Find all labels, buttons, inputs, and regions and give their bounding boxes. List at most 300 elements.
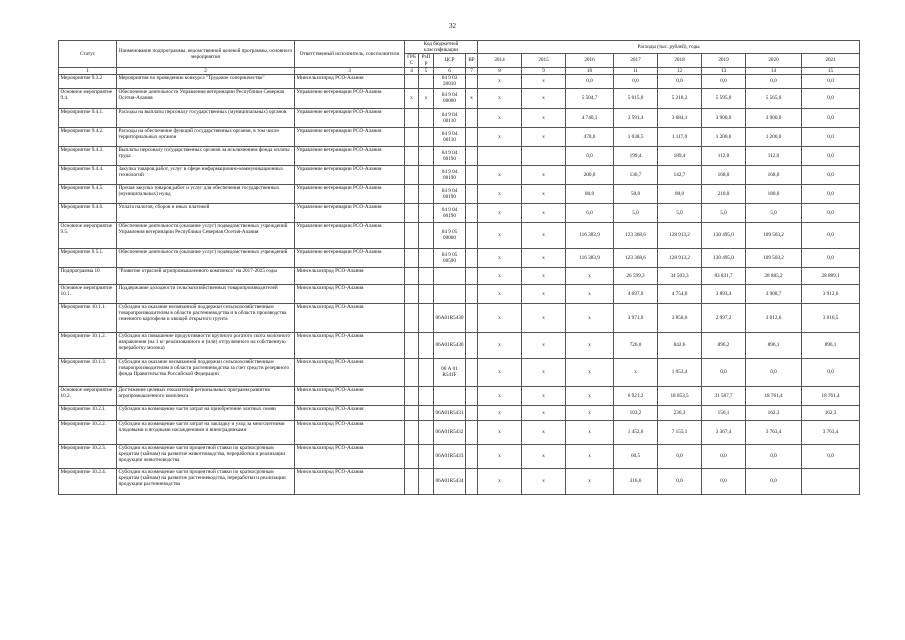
- row-csr: 04 9 04 00110: [434, 108, 466, 127]
- row-name: Мероприятия по проведению конкурса "Трудовое соперничество": [117, 74, 295, 88]
- header-year: 2015: [522, 54, 566, 67]
- row-amount: х: [478, 74, 522, 88]
- row-grbs: [405, 303, 419, 332]
- row-responsible: Минсельхозпрод РСО-Алания: [295, 468, 405, 494]
- row-amount: 5,0: [658, 203, 702, 222]
- row-amount: х: [522, 127, 566, 146]
- header-year: 2019: [702, 54, 746, 67]
- row-status: Мероприятие 10.1.3.: [59, 358, 117, 386]
- row-amount: 2 997,2: [702, 303, 746, 332]
- row-amount: 0,0: [702, 444, 746, 468]
- row-responsible: Минсельхозпрод РСО-Алания: [295, 420, 405, 444]
- row-rzpr: х: [419, 88, 434, 108]
- header-year: 2017: [614, 54, 658, 67]
- row-name: Расходы на обеспечение функций государственных органов, в том числе территориальных органов: [117, 127, 295, 146]
- row-vr: [466, 184, 478, 203]
- header-grbs: ГРБС: [405, 54, 419, 67]
- row-amount: х: [478, 88, 522, 108]
- row-amount: х: [478, 386, 522, 405]
- row-amount: 1 038,5: [614, 127, 658, 146]
- row-csr: 06А01R5430: [434, 303, 466, 332]
- row-amount: х: [522, 88, 566, 108]
- row-name: "Развитие отраслей агропромышленного комплекса" на 2017-2025 годы: [117, 267, 295, 284]
- row-csr: 06 А 01 R541F: [434, 358, 466, 386]
- row-amount: 3 912,6: [802, 284, 860, 303]
- row-amount: 5,0: [746, 203, 802, 222]
- row-responsible: Управление ветеринарии РСО-Алания: [295, 88, 405, 108]
- column-index-row: [59, 67, 860, 74]
- row-rzpr: [419, 284, 434, 303]
- row-amount: 4 740,1: [566, 108, 614, 127]
- row-status: Основное мероприятие 9.4.: [59, 88, 117, 108]
- header-row-1: [59, 41, 860, 54]
- row-rzpr: [419, 405, 434, 420]
- row-amount: х: [478, 405, 522, 420]
- row-amount: 18 053,5: [658, 386, 702, 405]
- row-amount: х: [566, 284, 614, 303]
- row-amount: 80,0: [566, 184, 614, 203]
- row-amount: 34 503,3: [658, 267, 702, 284]
- row-name: Обеспечение деятельности (оказание услуг) подведомственных учреждений Управления ветеринарии Республики Северная Осетия-Алания: [117, 222, 295, 248]
- row-amount: 5 504,7: [566, 88, 614, 108]
- row-amount: 0,0: [746, 468, 802, 494]
- row-amount: 123 368,6: [614, 222, 658, 248]
- row-amount: 123 368,6: [614, 248, 658, 267]
- row-amount: 103,2: [614, 405, 658, 420]
- row-rzpr: [419, 303, 434, 332]
- row-amount: 0,0: [802, 203, 860, 222]
- row-amount: 200,0: [566, 165, 614, 184]
- table-row: [59, 267, 860, 284]
- budget-table: [58, 40, 860, 495]
- row-amount: 896,1: [746, 332, 802, 358]
- row-rzpr: [419, 248, 434, 267]
- row-amount: 3 763,4: [746, 420, 802, 444]
- row-amount: 0,0: [614, 74, 658, 88]
- table-row: [59, 203, 860, 222]
- row-amount: х: [478, 358, 522, 386]
- row-amount: 7 155,1: [658, 420, 702, 444]
- row-amount: 130,7: [614, 165, 658, 184]
- row-amount: 5 015,0: [614, 88, 658, 108]
- row-vr: [466, 303, 478, 332]
- row-grbs: [405, 248, 419, 267]
- row-amount: х: [522, 444, 566, 468]
- row-amount: 26 599,3: [614, 267, 658, 284]
- row-vr: [466, 248, 478, 267]
- row-amount: 189,4: [658, 146, 702, 165]
- column-index: 4: [405, 67, 419, 74]
- row-amount: 0,0: [802, 74, 860, 88]
- row-amount: 128 913,2: [658, 222, 702, 248]
- table-row: [59, 108, 860, 127]
- row-amount: 3 971,0: [614, 303, 658, 332]
- row-grbs: [405, 222, 419, 248]
- column-index: 8: [478, 67, 522, 74]
- table-row: [59, 146, 860, 165]
- row-amount: 50,0: [614, 184, 658, 203]
- row-responsible: Управление ветеринарии РСО-Алания: [295, 146, 405, 165]
- row-amount: 31 587,7: [702, 386, 746, 405]
- row-amount: 0,0: [802, 127, 860, 146]
- row-amount: 109 503,2: [746, 222, 802, 248]
- column-index: 1: [59, 67, 117, 74]
- column-index: 14: [746, 67, 802, 74]
- row-responsible: Минсельхозпрод РСО-Алания: [295, 386, 405, 405]
- row-amount: 128 913,2: [658, 248, 702, 267]
- row-amount: х: [478, 267, 522, 284]
- row-amount: х: [566, 386, 614, 405]
- column-index: 10: [566, 67, 614, 74]
- row-rzpr: [419, 420, 434, 444]
- row-amount: 0,0: [802, 88, 860, 108]
- row-name: Субсидии на возмещение части процентной ставки по краткосрочным кредитам (займам) на развитие растениеводства, переработки и реализации продукции растениеводства: [117, 468, 295, 494]
- header-year: 2016: [566, 54, 614, 67]
- row-amount: 150,1: [702, 405, 746, 420]
- row-amount: 4 697,0: [614, 284, 658, 303]
- row-grbs: [405, 405, 419, 420]
- row-vr: [466, 146, 478, 165]
- row-responsible: Минсельхозпрод РСО-Алания: [295, 267, 405, 284]
- page-number: 32: [449, 22, 456, 30]
- row-vr: [466, 468, 478, 494]
- row-amount: 3 763,4: [802, 420, 860, 444]
- row-vr: х: [466, 88, 478, 108]
- row-amount: 0,0: [658, 468, 702, 494]
- row-csr: 04 9 03 20010: [434, 74, 466, 88]
- row-vr: [466, 222, 478, 248]
- row-amount: х: [522, 468, 566, 494]
- row-amount: 1 117,0: [658, 127, 702, 146]
- row-name: Субсидии на возмещение части затрат на закладку и уход за многолетними плодовыми и ягодными насаждениями и виноградниками: [117, 420, 295, 444]
- row-responsible: Управление ветеринарии РСО-Алания: [295, 203, 405, 222]
- row-responsible: Минсельхозпрод РСО-Алания: [295, 405, 405, 420]
- row-amount: х: [522, 420, 566, 444]
- row-amount: 0,0: [746, 358, 802, 386]
- row-amount: х: [522, 303, 566, 332]
- row-amount: 5,0: [702, 203, 746, 222]
- row-amount: 4 754,0: [658, 284, 702, 303]
- row-status: Подпрограмма 10: [59, 267, 117, 284]
- row-vr: [466, 165, 478, 184]
- row-csr: [434, 284, 466, 303]
- row-amount: 896,2: [702, 332, 746, 358]
- row-amount: 316,6: [614, 468, 658, 494]
- row-amount: 180,0: [746, 184, 802, 203]
- column-index: 2: [117, 67, 295, 74]
- row-name: Субсидии на оказание несвязанной поддержки сельскохозяйственным товаропроизводителям в области растениеводства и в области производства семенного картофеля и овощей открытого грунта: [117, 303, 295, 332]
- row-amount: [522, 146, 566, 165]
- row-vr: [466, 358, 478, 386]
- row-amount: х: [522, 248, 566, 267]
- row-amount: 0,0: [746, 74, 802, 88]
- row-vr: [466, 386, 478, 405]
- row-amount: 162,3: [802, 405, 860, 420]
- row-name: Расходы на выплаты персоналу государственных (муниципальных) органов: [117, 108, 295, 127]
- row-amount: 0,0: [702, 74, 746, 88]
- table-row: [59, 74, 860, 88]
- row-rzpr: [419, 165, 434, 184]
- row-amount: 726,0: [614, 332, 658, 358]
- row-amount: 3 367,4: [702, 420, 746, 444]
- table-row: [59, 184, 860, 203]
- row-rzpr: [419, 74, 434, 88]
- table-row: [59, 358, 860, 386]
- row-amount: 28 889,1: [802, 267, 860, 284]
- row-amount: 0,0: [802, 184, 860, 203]
- row-status: Основное мероприятие 10.2.: [59, 386, 117, 405]
- row-amount: х: [522, 74, 566, 88]
- row-grbs: [405, 332, 419, 358]
- row-amount: 210,0: [702, 184, 746, 203]
- row-amount: 1 200,0: [702, 127, 746, 146]
- row-amount: 18 761,4: [746, 386, 802, 405]
- row-amount: х: [566, 358, 614, 386]
- row-amount: х: [566, 303, 614, 332]
- row-amount: 5,0: [614, 203, 658, 222]
- row-name: Субсидии на оказание несвязанной поддержки сельскохозяйственным товаропроизводителям в области растениеводства за счет средств резервного фонда Правительства Российской Федерации: [117, 358, 295, 386]
- column-index: 5: [419, 67, 434, 74]
- header-year: 2020: [746, 54, 802, 67]
- row-vr: [466, 405, 478, 420]
- row-amount: 3 900,0: [746, 108, 802, 127]
- row-rzpr: [419, 468, 434, 494]
- row-amount: х: [478, 420, 522, 444]
- row-amount: 112,0: [746, 146, 802, 165]
- header-vr: ВР: [466, 54, 478, 67]
- table-row: [59, 303, 860, 332]
- row-amount: 80,0: [658, 184, 702, 203]
- row-amount: 199,4: [614, 146, 658, 165]
- row-amount: 1 053,4: [658, 358, 702, 386]
- row-grbs: [405, 267, 419, 284]
- table-row: [59, 332, 860, 358]
- row-amount: х: [478, 184, 522, 203]
- row-responsible: Управление ветеринарии РСО-Алания: [295, 127, 405, 146]
- row-amount: 3 858,0: [658, 303, 702, 332]
- row-csr: 06А01R5433: [434, 444, 466, 468]
- row-csr: 04 9 04 00190: [434, 203, 466, 222]
- row-amount: 3 908,7: [746, 284, 802, 303]
- row-name: Обеспечение деятельности (оказание услуг) подведомственных учреждений: [117, 248, 295, 267]
- row-csr: [434, 267, 466, 284]
- table-row: [59, 248, 860, 267]
- row-amount: х: [478, 332, 522, 358]
- row-amount: 3 684,1: [658, 108, 702, 127]
- row-amount: 5 218,2: [658, 88, 702, 108]
- row-amount: 0,0: [802, 358, 860, 386]
- row-amount: х: [566, 405, 614, 420]
- row-rzpr: [419, 358, 434, 386]
- row-amount: 168,0: [702, 165, 746, 184]
- column-index: 9: [522, 67, 566, 74]
- row-amount: 5 595,0: [702, 88, 746, 108]
- row-amount: 478,6: [566, 127, 614, 146]
- row-amount: 116 383,9: [566, 248, 614, 267]
- row-status: Мероприятие 9.4.3.: [59, 146, 117, 165]
- row-amount: х: [478, 444, 522, 468]
- row-amount: 5 565,0: [746, 88, 802, 108]
- row-name: Поддержание доходности сельскохозяйственных товаропроизводителей: [117, 284, 295, 303]
- table-body: [59, 74, 860, 494]
- row-amount: х: [522, 386, 566, 405]
- row-status: Мероприятие 10.2.3.: [59, 444, 117, 468]
- table-row: [59, 405, 860, 420]
- row-amount: 83 831,7: [702, 267, 746, 284]
- row-csr: 04 9 05 00590: [434, 248, 466, 267]
- row-name: Субсидии на возмещение части процентной ставки по краткосрочным кредитам (займам) на развитие животноводства, переработки и реализации продукции животноводства: [117, 444, 295, 468]
- row-amount: х: [566, 332, 614, 358]
- table-row: [59, 127, 860, 146]
- row-name: Уплата налогов, сборов и иных платежей: [117, 203, 295, 222]
- row-amount: 0,0: [566, 146, 614, 165]
- row-amount: 0,0: [658, 74, 702, 88]
- row-grbs: [405, 444, 419, 468]
- row-status: Мероприятие 9.5.1.: [59, 248, 117, 267]
- row-vr: [466, 420, 478, 444]
- row-status: Мероприятие 9.4.5.: [59, 184, 117, 203]
- header-code: Код бюджетной классификации: [405, 41, 478, 54]
- row-amount: 842,6: [658, 332, 702, 358]
- row-rzpr: [419, 332, 434, 358]
- column-index: 7: [466, 67, 478, 74]
- row-vr: [466, 332, 478, 358]
- row-amount: 0,0: [658, 444, 702, 468]
- row-amount: 116 383,9: [566, 222, 614, 248]
- row-rzpr: [419, 203, 434, 222]
- row-name: Субсидии на возмещение части затрат на приобретение элитных семян: [117, 405, 295, 420]
- row-amount: 142,7: [658, 165, 702, 184]
- row-amount: 0,0: [802, 108, 860, 127]
- row-amount: 0,0: [802, 444, 860, 468]
- row-amount: х: [478, 468, 522, 494]
- row-vr: [466, 284, 478, 303]
- column-index: 11: [614, 67, 658, 74]
- row-csr: 04 9 04 00190: [434, 184, 466, 203]
- row-rzpr: [419, 146, 434, 165]
- row-name: Субсидии на повышение продуктивности крупного рогатого скота молочного направления (на 1 кг реализованного и (или) отгруженного на собственную переработку молока): [117, 332, 295, 358]
- row-amount: 130 495,0: [702, 248, 746, 267]
- row-status: Мероприятие 9.4.6.: [59, 203, 117, 222]
- row-amount: 0,0: [566, 74, 614, 88]
- header-year: 2021: [802, 54, 860, 67]
- row-grbs: [405, 146, 419, 165]
- column-index: 13: [702, 67, 746, 74]
- row-amount: 0,0: [702, 468, 746, 494]
- row-name: Закупка товаров,работ, услуг в сфере информационно-коммуникационных технологий: [117, 165, 295, 184]
- row-amount: 3 012,6: [746, 303, 802, 332]
- row-grbs: [405, 468, 419, 494]
- row-responsible: Минсельхозпрод РСО-Алания: [295, 444, 405, 468]
- row-vr: [466, 203, 478, 222]
- row-grbs: [405, 386, 419, 405]
- row-amount: 6,0: [566, 203, 614, 222]
- row-vr: [466, 127, 478, 146]
- row-amount: 168,0: [746, 165, 802, 184]
- row-responsible: Минсельхозпрод РСО-Алания: [295, 74, 405, 88]
- header-status: Статус: [59, 41, 117, 68]
- row-status: Основное мероприятие 9.5.: [59, 222, 117, 248]
- row-rzpr: [419, 267, 434, 284]
- row-amount: х: [478, 222, 522, 248]
- row-responsible: Управление ветеринарии РСО-Алания: [295, 248, 405, 267]
- row-amount: 0,0: [802, 222, 860, 248]
- row-csr: 04 9 05 00000: [434, 222, 466, 248]
- row-vr: [466, 267, 478, 284]
- row-amount: х: [522, 267, 566, 284]
- row-rzpr: [419, 108, 434, 127]
- row-rzpr: [419, 386, 434, 405]
- row-csr: 04 9 04 00000: [434, 88, 466, 108]
- row-amount: 3 900,0: [702, 108, 746, 127]
- table-row: [59, 165, 860, 184]
- row-status: Мероприятие 9.3.2: [59, 74, 117, 88]
- row-grbs: [405, 127, 419, 146]
- row-csr: 06А01R5431: [434, 405, 466, 420]
- row-csr: [434, 386, 466, 405]
- row-name: Выплаты персоналу государственных органов за исключением фонда оплаты труда: [117, 146, 295, 165]
- row-status: Мероприятие 10.1.2.: [59, 332, 117, 358]
- table-row: [59, 444, 860, 468]
- table-row: [59, 88, 860, 108]
- row-responsible: Управление ветеринарии РСО-Алания: [295, 165, 405, 184]
- row-responsible: Минсельхозпрод РСО-Алания: [295, 284, 405, 303]
- row-responsible: Минсельхозпрод РСО-Алания: [295, 303, 405, 332]
- row-amount: х: [478, 248, 522, 267]
- row-rzpr: [419, 444, 434, 468]
- row-csr: 06А01R5430: [434, 332, 466, 358]
- row-amount: 3 016,5: [802, 303, 860, 332]
- row-status: Мероприятие 10.1.1.: [59, 303, 117, 332]
- row-amount: 896,1: [802, 332, 860, 358]
- header-name: Наименование подпрограммы, ведомственной целевой программы, основного мероприятия: [117, 41, 295, 68]
- row-amount: 3 591,4: [614, 108, 658, 127]
- row-responsible: Управление ветеринарии РСО-Алания: [295, 108, 405, 127]
- header-responsible: Ответственный исполнитель, соисполнители: [295, 41, 405, 68]
- row-csr: 04 9 04 00190: [434, 146, 466, 165]
- row-amount: х: [522, 203, 566, 222]
- row-amount: 60,5: [614, 444, 658, 468]
- row-responsible: Минсельхозпрод РСО-Алания: [295, 358, 405, 386]
- row-amount: 162,3: [746, 405, 802, 420]
- row-amount: х: [566, 444, 614, 468]
- row-amount: х: [522, 332, 566, 358]
- row-rzpr: [419, 222, 434, 248]
- row-amount: х: [522, 184, 566, 203]
- row-amount: х: [478, 165, 522, 184]
- row-amount: х: [614, 358, 658, 386]
- row-grbs: [405, 108, 419, 127]
- row-grbs: [405, 165, 419, 184]
- row-amount: х: [478, 303, 522, 332]
- row-amount: 236,3: [658, 405, 702, 420]
- row-grbs: [405, 284, 419, 303]
- row-amount: х: [478, 284, 522, 303]
- header-csr: ЦСР: [434, 54, 466, 67]
- row-amount: х: [566, 267, 614, 284]
- row-responsible: Управление ветеринарии РСО-Алания: [295, 222, 405, 248]
- table-row: [59, 468, 860, 494]
- row-amount: [802, 468, 860, 494]
- header-rzpr: РзПр: [419, 54, 434, 67]
- row-amount: 18 761,4: [802, 386, 860, 405]
- row-amount: х: [522, 358, 566, 386]
- row-amount: х: [566, 468, 614, 494]
- column-index: 12: [658, 67, 702, 74]
- row-amount: 112,0: [702, 146, 746, 165]
- row-amount: 109 503,2: [746, 248, 802, 267]
- row-vr: [466, 444, 478, 468]
